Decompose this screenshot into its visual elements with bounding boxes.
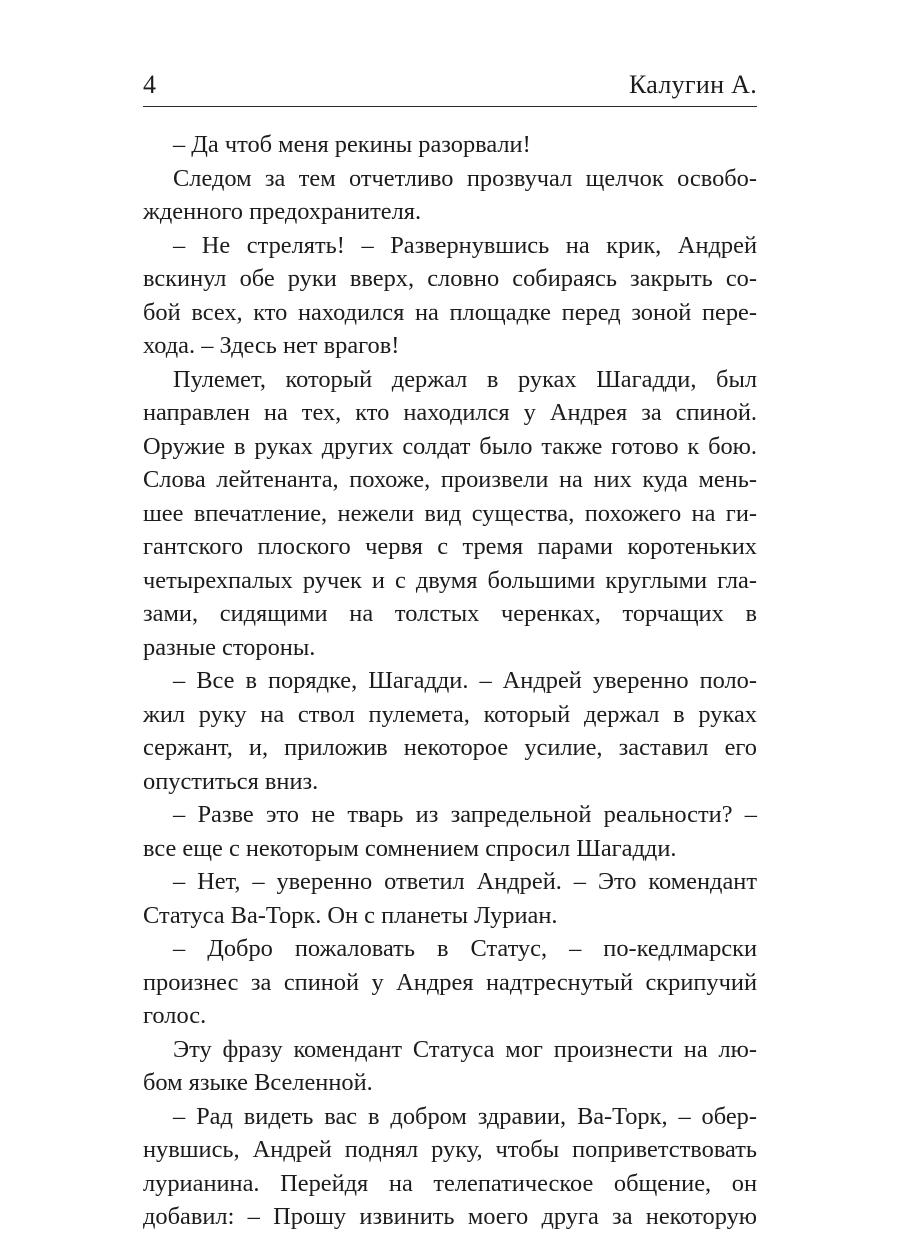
running-header-author: Калугин А. (628, 70, 757, 99)
text-line: – Да чтоб меня рекины разорвали! (173, 131, 531, 158)
text-line: – Не стрелять! – Развернувшись на крик, Андрей (173, 231, 757, 259)
text-line: Оружие в руках других солдат было также готово к бою. (143, 432, 757, 460)
text-line: – Добро пожаловать в Статус, – по-кедлмарски (173, 935, 757, 962)
text-line: – Все в порядке, Шагадди. – Андрей уверенно поло- (173, 667, 757, 694)
text-line: четырехпалых ручек и с двумя большими круглыми гла- (143, 566, 757, 594)
text-line: все еще с некоторым сомнением спросил Шагадди. (143, 834, 677, 862)
text-line: произнес за спиной у Андрея надтреснутый скрипучий (143, 968, 757, 996)
text-line: нувшись, Андрей поднял руку, чтобы поприветствовать (143, 1136, 757, 1163)
text-line: гантского плоского червя с тремя парами коротеньких (143, 533, 757, 560)
body-text (143, 128, 757, 1234)
text-line: – Разве это не тварь из запредельной реальности? – (173, 801, 757, 828)
text-line: бом языке Вселенной. (143, 1069, 373, 1096)
text-line: Эту фразу комендант Статуса мог произнести на лю- (173, 1035, 757, 1063)
text-line: разные стороны. (143, 633, 316, 661)
text-line: – Нет, – уверенно ответил Андрей. – Это комендант (173, 868, 757, 895)
text-line: Статуса Ва-Торк. Он с планеты Луриан. (143, 901, 558, 929)
text-line: направлен на тех, кто находился у Андрея за спиной. (143, 399, 757, 426)
text-line: жденного предохранителя. (143, 198, 422, 225)
text-line: хода. – Здесь нет врагов! (143, 332, 400, 359)
text-line: шее впечатление, нежели вид существа, похожего на ги- (143, 499, 757, 527)
page-number: 4 (143, 70, 156, 99)
text-line: голос. (143, 1002, 207, 1029)
text-line: Следом за тем отчетливо прозвучал щелчок освобо- (173, 164, 757, 192)
text-line: зами, сидящими на толстых черенках, торчащих в (143, 600, 757, 627)
text-line: опуститься вниз. (143, 767, 319, 795)
text-line: Слова лейтенанта, похоже, произвели на них куда мень- (143, 466, 757, 493)
header-divider (143, 106, 757, 107)
text-line: вскинул обе руки вверх, словно собираясь закрыть со- (143, 265, 757, 292)
text-line: бой всех, кто находился на площадке перед зоной пере- (143, 298, 757, 326)
text-line: жил руку на ствол пулемета, который держал в руках (143, 700, 757, 728)
text-line: – Рад видеть вас в добром здравии, Ва-Торк, – обер- (173, 1102, 757, 1130)
text-line: добавил: – Прошу извинить моего друга за некоторую (143, 1203, 757, 1230)
text-line: Пулемет, который держал в руках Шагадди, был (173, 365, 757, 393)
running-header (143, 64, 757, 102)
text-line: лурианина. Перейдя на телепатическое общение, он (143, 1169, 757, 1197)
text-line: сержант, и, приложив некоторое усилие, заставил его (143, 734, 757, 761)
